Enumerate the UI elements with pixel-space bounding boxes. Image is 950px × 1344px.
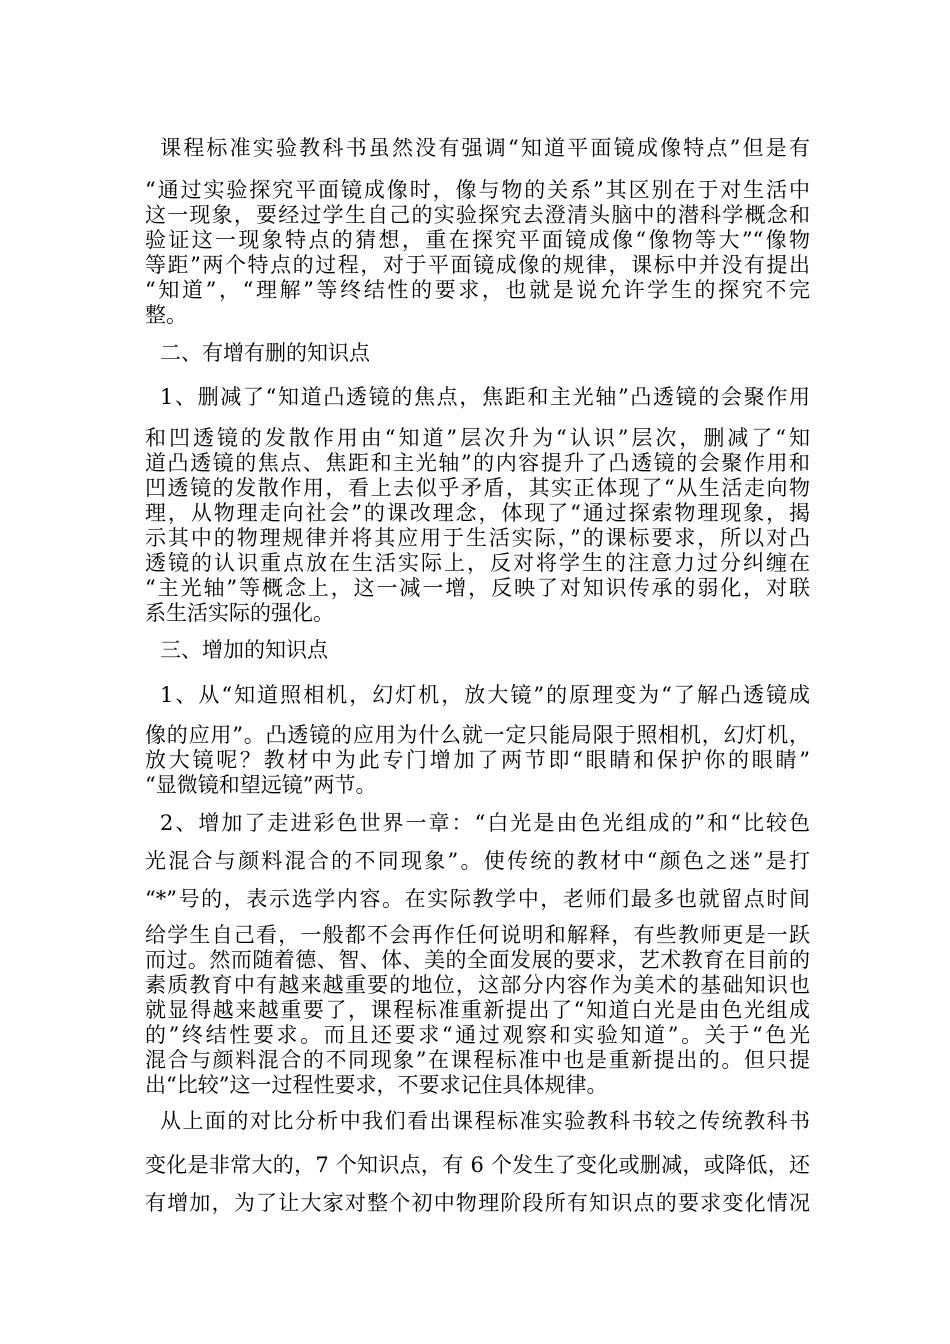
text-line: 和凹透镜的发散作用由“知道”层次升为“认识”层次，删减了“知 — [145, 426, 810, 450]
text-line: 1、删减了“知道凸透镜的焦点，焦距和主光轴”凸透镜的会聚作用 — [160, 385, 810, 409]
text-line: 这一现象，要经过学生自己的实验探究去澄清头脑中的潜科学概念和 — [145, 203, 810, 227]
text-line: 验证这一现象特点的猜想，重在探究平面镜成像“像物等大”“像物 — [145, 228, 810, 252]
text-line: 光混合与颜料混合的不同现象”。使传统的教材中“颜色之迷”是打 — [145, 849, 810, 873]
text-line: “通过实验探究平面镜成像时，像与物的关系”其区别在于对生活中 — [145, 178, 810, 202]
text-line: 出“比较”这一过程性要求，不要求记住具体规律。 — [145, 1073, 608, 1097]
text-line: 变化是非常大的，7 个知识点，有 6 个发生了变化或删减，或降低，还 — [145, 1153, 810, 1177]
text-line: 系生活实际的强化。 — [145, 601, 334, 625]
text-line: 有增加，为了让大家对整个初中物理阶段所有知识点的要求变化情况 — [145, 1191, 810, 1215]
text-line: 素质教育中有越来越重要的地位，这部分内容作为美术的基础知识也 — [145, 973, 810, 997]
text-line: 就显得越来越重要了，课程标准重新提出了“知道白光是由色光组成 — [145, 998, 810, 1022]
text-line: 整。 — [145, 303, 187, 327]
text-line: 透镜的认识重点放在生活实际上，反对将学生的注意力过分纠缠在 — [145, 551, 810, 575]
text-line: 课程标准实验教科书虽然没有强调“知道平面镜成像特点”但是有 — [160, 136, 810, 160]
text-line: 1、从“知道照相机，幻灯机，放大镜”的原理变为“了解凸透镜成 — [160, 683, 810, 707]
text-line: 从上面的对比分析中我们看出课程标准实验教科书较之传统教科书 — [160, 1109, 810, 1133]
text-line: 给学生自己看，一般都不会再作任何说明和解释，有些教师更是一跃 — [145, 923, 810, 947]
text-line: “主光轴”等概念上，这一减一增，反映了对知识传承的弱化，对联 — [145, 576, 810, 600]
text-line: 示其中的物理规律并将其应用于生活实际，”的课标要求，所以对凸 — [145, 526, 810, 550]
text-line: “知道”，“理解”等终结性的要求，也就是说允许学生的探究不完 — [145, 278, 810, 302]
section-heading: 二、有增有删的知识点 — [160, 341, 370, 365]
text-line: 2、增加了走进彩色世界一章：“白光是由色光组成的”和“比较色 — [160, 811, 810, 835]
text-line: 像的应用”。凸透镜的应用为什么就一定只能局限于照相机，幻灯机， — [145, 723, 810, 747]
text-line: 而过。然而随着德、智、体、美的全面发展的要求，艺术教育在目前的 — [145, 948, 810, 972]
text-line: 理，从物理走向社会”的课改理念，体现了“通过探索物理现象，揭 — [145, 501, 810, 525]
text-line: “显微镜和望远镜”两节。 — [145, 773, 377, 797]
text-line: 的”终结性要求。而且还要求“通过观察和实验知道”。关于“色光 — [145, 1023, 810, 1047]
text-line: 放大镜呢？教材中为此专门增加了两节即“眼睛和保护你的眼睛” — [145, 748, 810, 772]
text-line: 凹透镜的发散作用，看上去似乎矛盾，其实正体现了“从生活走向物 — [145, 476, 810, 500]
text-line: “*”号的，表示选学内容。在实际教学中，老师们最多也就留点时间 — [145, 887, 810, 911]
text-line: 道凸透镜的焦点、焦距和主光轴”的内容提升了凸透镜的会聚作用和 — [145, 451, 810, 475]
text-line: 等距”两个特点的过程，对于平面镜成像的规律，课标中并没有提出 — [145, 253, 810, 277]
section-heading: 三、增加的知识点 — [160, 638, 328, 662]
text-line: 混合与颜料混合的不同现象”在课程标准中也是重新提出的。但只提 — [145, 1048, 810, 1072]
